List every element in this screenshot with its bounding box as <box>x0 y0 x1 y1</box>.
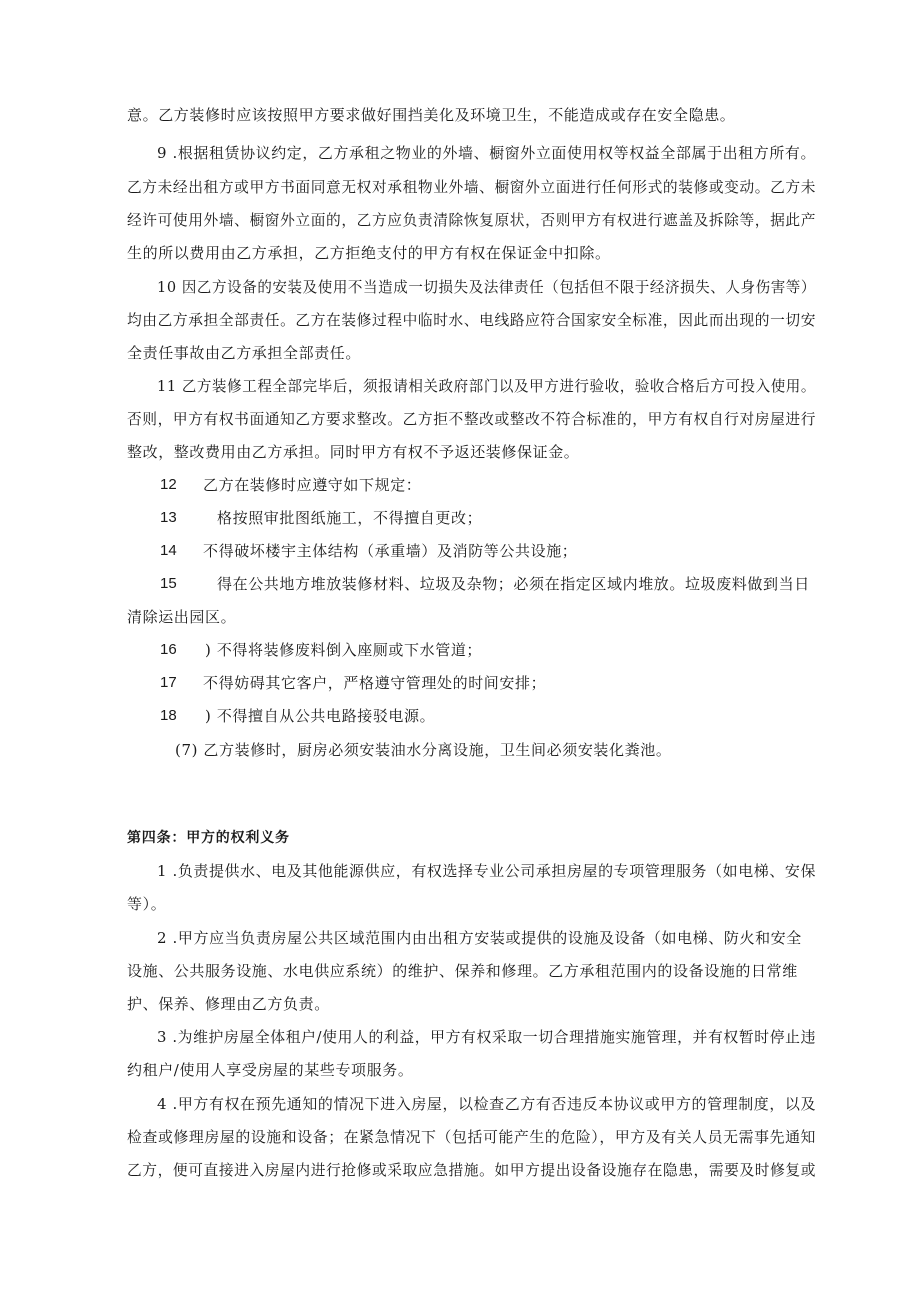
para-11-line2: 否则，甲方有权书面通知乙方要求整改。乙方拒不整改或整改不符合标准的，甲方有权自行对房屋进行 <box>127 410 817 428</box>
list-item-text: 格按照审批图纸施工，不得擅自更改； <box>217 509 483 527</box>
clause4-para-2-line1: 2 .甲方应当负责房屋公共区域范围内由出租方安装或提供的设施及设备（如电梯、防火和安全 <box>157 929 802 947</box>
list-item-number: 13 <box>160 509 177 526</box>
list-item-text: 乙方在装修时应遵守如下规定： <box>203 476 422 494</box>
para-10-line3: 全责任事故由乙方承担全部责任。 <box>127 344 362 362</box>
list-item-number: 12 <box>160 476 177 493</box>
list-item-15-continuation: 清除运出园区。 <box>127 608 237 626</box>
para-7: (7) 乙方装修时，厨房必须安装油水分离设施，卫生间必须安装化粪池。 <box>175 741 672 759</box>
para-11-line1: 11 乙方装修工程全部完毕后，须报请相关政府部门以及甲方进行验收，验收合格后方可投入使用。 <box>157 377 817 395</box>
list-item-number: 16 <box>160 641 177 658</box>
clause4-para-4-line3: 乙方，便可直接进入房屋内进行抢修或采取应急措施。如甲方提出设备设施存在隐患，需要及时修复或 <box>127 1161 817 1179</box>
clause4-para-1-line1: 1 .负责提供水、电及其他能源供应，有权选择专业公司承担房屋的专项管理服务（如电梯、安保 <box>157 862 817 880</box>
para-10-line1: 10 因乙方设备的安装及使用不当造成一切损失及法律责任（包括但不限于经济损失、人身伤害等） <box>157 278 817 296</box>
para-10-line2: 均由乙方承担全部责任。乙方在装修过程中临时水、电线路应符合国家安全标准，因此而出现的一切安 <box>127 311 817 329</box>
clause4-para-2-line3: 护、保养、修理由乙方负责。 <box>127 995 330 1013</box>
clause4-para-3-line2: 约租户/使用人享受房屋的某些专项服务。 <box>127 1061 414 1079</box>
para-11-line3: 整改，整改费用由乙方承担。同时甲方有权不予返还装修保证金。 <box>127 443 580 461</box>
clause3-continuation: 意。乙方装修时应该按照甲方要求做好围挡美化及环境卫生，不能造成或存在安全隐患。 <box>127 106 736 124</box>
list-item-number: 15 <box>160 575 177 592</box>
clause4-para-3-line1: 3 .为维护房屋全体租户/使用人的利益，甲方有权采取一切合理措施实施管理，并有权暂时停止违 <box>157 1028 817 1046</box>
list-item-text: ) 不得将装修废料倒入座厕或下水管道； <box>205 641 483 659</box>
clause4-para-4-line2: 检查或修理房屋的设施和设备；在紧急情况下（包括可能产生的危险），甲方及有关人员无需事先通知 <box>127 1128 817 1146</box>
clause4-para-1-line2: 等）。 <box>127 895 167 913</box>
para-9-line1: 9 .根据租赁协议约定，乙方承租之物业的外墙、橱窗外立面使用权等权益全部属于出租方所有。 <box>157 144 817 162</box>
clause4-para-2-line2: 设施、公共服务设施、水电供应系统）的维护、保养和修理。乙方承租范围内的设备设施的日常维 <box>127 962 798 980</box>
list-item-text: 不得破坏楼宇主体结构（承重墙）及消防等公共设施； <box>203 542 578 560</box>
clause4-heading: 第四条：甲方的权利义务 <box>127 830 290 846</box>
para-9-line4: 生的所以费用由乙方承担，乙方拒绝支付的甲方有权在保证金中扣除。 <box>127 244 611 262</box>
para-9-line2: 乙方未经出租方或甲方书面同意无权对承租物业外墙、橱窗外立面进行任何形式的装修或变动。乙方未 <box>127 178 817 196</box>
list-item-number: 14 <box>160 542 177 559</box>
list-item-text: 不得妨碍其它客户，严格遵守管理处的时间安排； <box>203 674 547 692</box>
list-item-text: ) 不得擅自从公共电路接驳电源。 <box>205 707 436 725</box>
clause4-para-4-line1: 4 .甲方有权在预先通知的情况下进入房屋，以检查乙方有否违反本协议或甲方的管理制度，以及 <box>157 1095 817 1113</box>
list-item-number: 18 <box>160 707 177 724</box>
list-item-text: 得在公共地方堆放装修材料、垃圾及杂物；必须在指定区域内堆放。垃圾废料做到当日 <box>217 575 810 593</box>
list-item-number: 17 <box>160 674 177 691</box>
para-9-line3: 经许可使用外墙、橱窗外立面的，乙方应负责清除恢复原状，否则甲方有权进行遮盖及拆除等，据此产 <box>127 211 817 229</box>
